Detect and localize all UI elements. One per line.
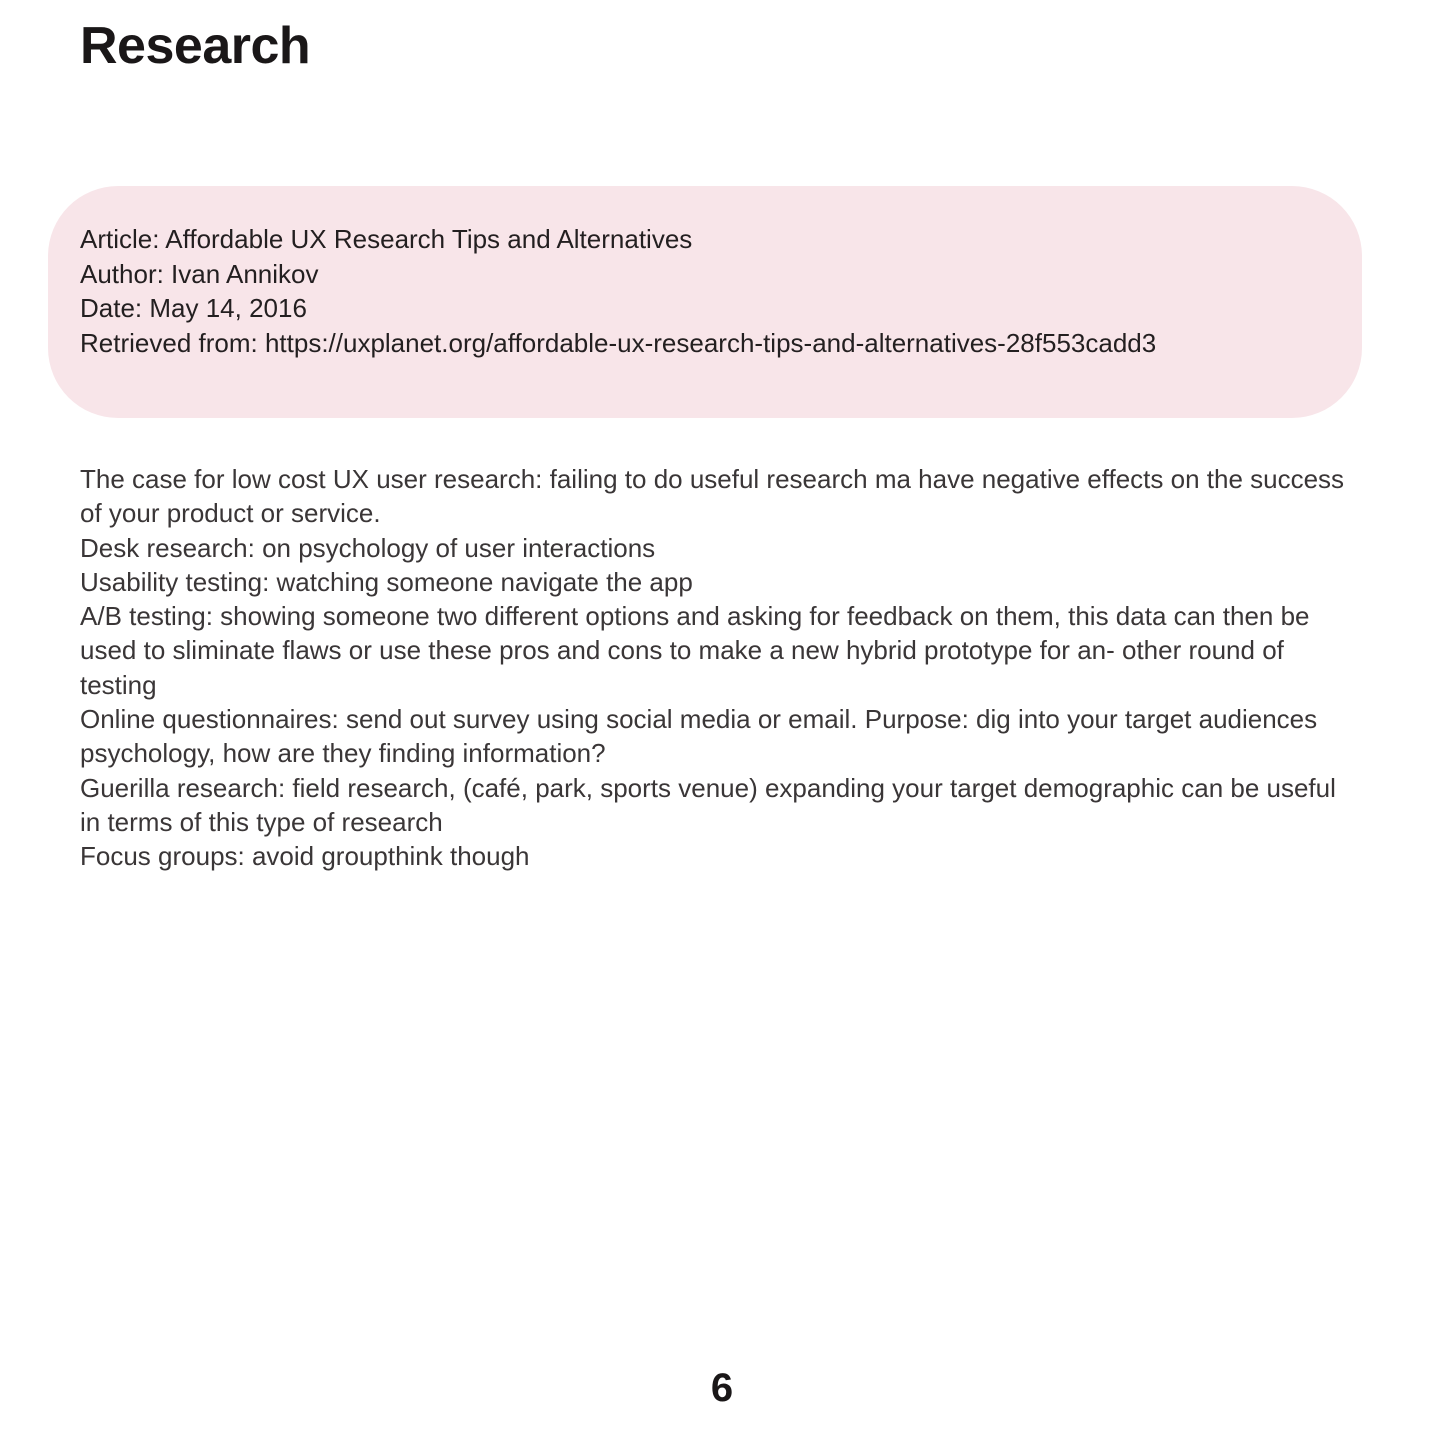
- citation-author: Author: Ivan Annikov: [80, 258, 319, 289]
- paragraph-online-questionnaires: Online questionnaires: send out survey using social media or email. Purpose: dig into your target audiences psychology, how are they finding information?: [80, 704, 1318, 769]
- paragraph-ab-testing: A/B testing: showing someone two different options and asking for feedback on them, this data can then be used to sliminate flaws or use these pros and cons to make a new hybrid prototype for an- other round of testing: [80, 601, 1310, 700]
- paragraph-desk-research: Desk research: on psychology of user interactions: [80, 532, 656, 563]
- citation-box: [48, 186, 1362, 418]
- paragraph-focus-groups: Focus groups: avoid groupthink though: [80, 841, 530, 872]
- page-number: 6: [710, 1366, 734, 1410]
- citation-retrieved-from: Retrieved from: https://uxplanet.org/affordable-ux-research-tips-and-alternatives-28f553cadd3: [80, 327, 1157, 358]
- citation-article: Article: Affordable UX Research Tips and Alternatives: [80, 224, 693, 254]
- paragraph-guerilla-research: Guerilla research: field research, (café, park, sports venue) expanding your target demographic can be useful in terms of this type of research: [80, 772, 1336, 837]
- page-title: Research: [80, 17, 311, 75]
- paragraph-usability-testing: Usability testing: watching someone navigate the app: [80, 566, 693, 597]
- citation-date: Date: May 14, 2016: [80, 293, 307, 323]
- paragraph-low-cost-research: The case for low cost UX user research: failing to do useful research ma have negative effects on the success of your product or service.: [80, 464, 1345, 529]
- body-text: [80, 462, 1362, 874]
